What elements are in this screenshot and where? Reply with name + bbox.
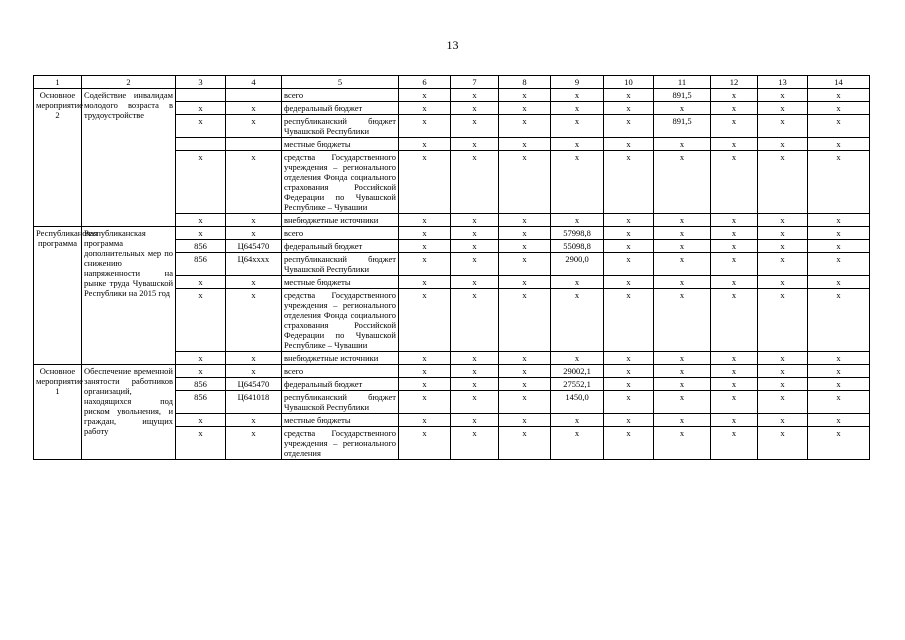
value-col-7: x xyxy=(451,378,499,391)
value-col-14: x xyxy=(808,89,870,102)
value-col-13: x xyxy=(758,253,808,276)
budget-code: x xyxy=(226,352,282,365)
value-col-10: x xyxy=(604,115,654,138)
budget-code: x xyxy=(226,365,282,378)
budget-table xyxy=(33,75,870,460)
value-col-9: 2900,0 xyxy=(551,253,604,276)
value-col-9: 27552,1 xyxy=(551,378,604,391)
table-row xyxy=(34,365,870,378)
funding-source: средства Государственного учреждения – регионального отделения Фонда социального страхования Российской Федерации по Чувашской Республике – Чувашии xyxy=(282,151,399,214)
table-row xyxy=(34,89,870,102)
value-col-8: x xyxy=(499,352,551,365)
value-col-11: 891,5 xyxy=(654,89,711,102)
column-number-4: 4 xyxy=(226,76,282,89)
value-col-12: x xyxy=(711,352,758,365)
value-col-10: x xyxy=(604,289,654,352)
value-col-14: x xyxy=(808,378,870,391)
value-col-12: x xyxy=(711,253,758,276)
value-col-12: x xyxy=(711,378,758,391)
funding-source: всего xyxy=(282,365,399,378)
measure-label: Основное мероприятие 1 xyxy=(34,365,82,460)
budget-code: x xyxy=(226,227,282,240)
value-col-8: x xyxy=(499,151,551,214)
value-col-11: x xyxy=(654,240,711,253)
value-col-8: x xyxy=(499,227,551,240)
value-col-7: x xyxy=(451,391,499,414)
value-col-14: x xyxy=(808,276,870,289)
budget-code xyxy=(226,89,282,102)
value-col-10: x xyxy=(604,391,654,414)
grbs-code: 856 xyxy=(176,391,226,414)
value-col-14: x xyxy=(808,138,870,151)
value-col-10: x xyxy=(604,138,654,151)
value-col-14: x xyxy=(808,391,870,414)
value-col-6: x xyxy=(399,227,451,240)
value-col-9: 1450,0 xyxy=(551,391,604,414)
funding-source: республиканский бюджет Чувашской Республики xyxy=(282,391,399,414)
value-col-13: x xyxy=(758,227,808,240)
value-col-11: x xyxy=(654,352,711,365)
funding-source: местные бюджеты xyxy=(282,138,399,151)
value-col-11: x xyxy=(654,414,711,427)
page-number: 13 xyxy=(446,38,459,52)
value-col-11: x xyxy=(654,102,711,115)
measure-label: Республиканская программа xyxy=(34,227,82,365)
value-col-11: x xyxy=(654,227,711,240)
budget-code: x xyxy=(226,427,282,460)
value-col-9: 57998,8 xyxy=(551,227,604,240)
value-col-12: x xyxy=(711,391,758,414)
value-col-8: x xyxy=(499,391,551,414)
value-col-14: x xyxy=(808,151,870,214)
value-col-14: x xyxy=(808,214,870,227)
funding-source: федеральный бюджет xyxy=(282,378,399,391)
value-col-6: x xyxy=(399,391,451,414)
value-col-12: x xyxy=(711,427,758,460)
funding-source: средства Государственного учреждения – регионального отделения xyxy=(282,427,399,460)
value-col-7: x xyxy=(451,214,499,227)
table-body xyxy=(34,76,870,460)
value-col-14: x xyxy=(808,289,870,352)
budget-code: Ц64хххх xyxy=(226,253,282,276)
value-col-10: x xyxy=(604,151,654,214)
value-col-7: x xyxy=(451,365,499,378)
value-col-11: x xyxy=(654,138,711,151)
grbs-code: x xyxy=(176,151,226,214)
value-col-6: x xyxy=(399,427,451,460)
grbs-code: x xyxy=(176,289,226,352)
column-number-14: 14 xyxy=(808,76,870,89)
value-col-12: x xyxy=(711,214,758,227)
value-col-9: x xyxy=(551,276,604,289)
value-col-7: x xyxy=(451,138,499,151)
value-col-10: x xyxy=(604,102,654,115)
value-col-12: x xyxy=(711,240,758,253)
budget-code: x xyxy=(226,151,282,214)
value-col-9: x xyxy=(551,102,604,115)
value-col-14: x xyxy=(808,365,870,378)
value-col-6: x xyxy=(399,102,451,115)
value-col-10: x xyxy=(604,240,654,253)
value-col-8: x xyxy=(499,414,551,427)
budget-code: Ц645470 xyxy=(226,378,282,391)
value-col-12: x xyxy=(711,151,758,214)
value-col-14: x xyxy=(808,115,870,138)
value-col-13: x xyxy=(758,276,808,289)
value-col-7: x xyxy=(451,253,499,276)
value-col-7: x xyxy=(451,352,499,365)
value-col-6: x xyxy=(399,414,451,427)
value-col-8: x xyxy=(499,378,551,391)
value-col-14: x xyxy=(808,253,870,276)
value-col-13: x xyxy=(758,289,808,352)
value-col-10: x xyxy=(604,352,654,365)
value-col-13: x xyxy=(758,102,808,115)
value-col-12: x xyxy=(711,414,758,427)
value-col-6: x xyxy=(399,214,451,227)
value-col-7: x xyxy=(451,427,499,460)
value-col-8: x xyxy=(499,240,551,253)
value-col-11: x xyxy=(654,214,711,227)
value-col-13: x xyxy=(758,214,808,227)
value-col-11: x xyxy=(654,253,711,276)
value-col-12: x xyxy=(711,289,758,352)
column-number-row xyxy=(34,76,870,89)
value-col-8: x xyxy=(499,115,551,138)
value-col-9: x xyxy=(551,115,604,138)
grbs-code: x xyxy=(176,214,226,227)
funding-source: федеральный бюджет xyxy=(282,240,399,253)
value-col-13: x xyxy=(758,391,808,414)
column-number-6: 6 xyxy=(399,76,451,89)
value-col-12: x xyxy=(711,102,758,115)
value-col-8: x xyxy=(499,289,551,352)
value-col-14: x xyxy=(808,414,870,427)
value-col-13: x xyxy=(758,115,808,138)
value-col-9: x xyxy=(551,151,604,214)
measure-label: Основное мероприятие 2 xyxy=(34,89,82,227)
value-col-14: x xyxy=(808,427,870,460)
value-col-6: x xyxy=(399,289,451,352)
value-col-6: x xyxy=(399,240,451,253)
value-col-7: x xyxy=(451,289,499,352)
value-col-13: x xyxy=(758,378,808,391)
value-col-12: x xyxy=(711,227,758,240)
value-col-7: x xyxy=(451,102,499,115)
value-col-9: 29002,1 xyxy=(551,365,604,378)
value-col-12: x xyxy=(711,138,758,151)
value-col-8: x xyxy=(499,365,551,378)
value-col-14: x xyxy=(808,352,870,365)
grbs-code: 856 xyxy=(176,253,226,276)
value-col-13: x xyxy=(758,365,808,378)
budget-code: Ц645470 xyxy=(226,240,282,253)
column-number-2: 2 xyxy=(82,76,176,89)
value-col-6: x xyxy=(399,253,451,276)
measure-description: Республиканская программа дополнительных мер по снижению напряженности на рынке труда Чувашской Республики на 2015 год xyxy=(82,227,176,365)
measure-description: Обеспечение временной занятости работников организаций, находящихся под риском увольнения, и граждан, ищущих работу xyxy=(82,365,176,460)
value-col-11: x xyxy=(654,151,711,214)
column-number-10: 10 xyxy=(604,76,654,89)
value-col-13: x xyxy=(758,138,808,151)
grbs-code xyxy=(176,89,226,102)
grbs-code: 856 xyxy=(176,378,226,391)
value-col-8: x xyxy=(499,427,551,460)
funding-source: внебюджетные источники xyxy=(282,352,399,365)
column-number-9: 9 xyxy=(551,76,604,89)
column-number-11: 11 xyxy=(654,76,711,89)
value-col-7: x xyxy=(451,276,499,289)
value-col-13: x xyxy=(758,151,808,214)
value-col-9: x xyxy=(551,414,604,427)
funding-source: средства Государственного учреждения – регионального отделения Фонда социального страхования Российской Федерации по Чувашской Республике – Чувашии xyxy=(282,289,399,352)
value-col-8: x xyxy=(499,89,551,102)
value-col-14: x xyxy=(808,227,870,240)
value-col-14: x xyxy=(808,240,870,253)
budget-code: x xyxy=(226,214,282,227)
value-col-10: x xyxy=(604,378,654,391)
value-col-11: x xyxy=(654,365,711,378)
funding-source: местные бюджеты xyxy=(282,276,399,289)
funding-source: всего xyxy=(282,89,399,102)
funding-source: внебюджетные источники xyxy=(282,214,399,227)
column-number-1: 1 xyxy=(34,76,82,89)
value-col-9: x xyxy=(551,352,604,365)
value-col-10: x xyxy=(604,214,654,227)
value-col-10: x xyxy=(604,414,654,427)
value-col-6: x xyxy=(399,378,451,391)
funding-source: республиканский бюджет Чувашской Республики xyxy=(282,253,399,276)
value-col-6: x xyxy=(399,151,451,214)
value-col-13: x xyxy=(758,352,808,365)
value-col-9: x xyxy=(551,214,604,227)
value-col-6: x xyxy=(399,352,451,365)
value-col-14: x xyxy=(808,102,870,115)
budget-code: Ц641018 xyxy=(226,391,282,414)
column-number-12: 12 xyxy=(711,76,758,89)
grbs-code: x xyxy=(176,352,226,365)
value-col-12: x xyxy=(711,276,758,289)
column-number-5: 5 xyxy=(282,76,399,89)
value-col-10: x xyxy=(604,427,654,460)
value-col-10: x xyxy=(604,365,654,378)
value-col-11: x xyxy=(654,427,711,460)
value-col-11: 891,5 xyxy=(654,115,711,138)
value-col-8: x xyxy=(499,276,551,289)
grbs-code xyxy=(176,138,226,151)
value-col-11: x xyxy=(654,289,711,352)
value-col-8: x xyxy=(499,102,551,115)
value-col-13: x xyxy=(758,427,808,460)
value-col-9: x xyxy=(551,89,604,102)
value-col-7: x xyxy=(451,151,499,214)
value-col-9: 55098,8 xyxy=(551,240,604,253)
grbs-code: x xyxy=(176,227,226,240)
value-col-6: x xyxy=(399,115,451,138)
value-col-11: x xyxy=(654,276,711,289)
value-col-13: x xyxy=(758,414,808,427)
value-col-7: x xyxy=(451,240,499,253)
grbs-code: 856 xyxy=(176,240,226,253)
value-col-6: x xyxy=(399,89,451,102)
column-number-8: 8 xyxy=(499,76,551,89)
value-col-9: x xyxy=(551,289,604,352)
value-col-11: x xyxy=(654,378,711,391)
grbs-code: x xyxy=(176,115,226,138)
value-col-11: x xyxy=(654,391,711,414)
funding-source: местные бюджеты xyxy=(282,414,399,427)
funding-source: всего xyxy=(282,227,399,240)
grbs-code: x xyxy=(176,427,226,460)
value-col-6: x xyxy=(399,365,451,378)
budget-code: x xyxy=(226,276,282,289)
value-col-9: x xyxy=(551,427,604,460)
value-col-8: x xyxy=(499,253,551,276)
value-col-6: x xyxy=(399,138,451,151)
budget-code: x xyxy=(226,414,282,427)
value-col-10: x xyxy=(604,253,654,276)
funding-source: федеральный бюджет xyxy=(282,102,399,115)
budget-code: x xyxy=(226,102,282,115)
grbs-code: x xyxy=(176,414,226,427)
value-col-7: x xyxy=(451,89,499,102)
value-col-7: x xyxy=(451,414,499,427)
column-number-3: 3 xyxy=(176,76,226,89)
column-number-13: 13 xyxy=(758,76,808,89)
value-col-13: x xyxy=(758,89,808,102)
measure-description: Содействие инвалидам молодого возраста в трудоустройстве xyxy=(82,89,176,227)
value-col-10: x xyxy=(604,227,654,240)
value-col-10: x xyxy=(604,89,654,102)
column-number-7: 7 xyxy=(451,76,499,89)
value-col-10: x xyxy=(604,276,654,289)
value-col-7: x xyxy=(451,227,499,240)
budget-code: x xyxy=(226,115,282,138)
value-col-9: x xyxy=(551,138,604,151)
value-col-12: x xyxy=(711,89,758,102)
grbs-code: x xyxy=(176,276,226,289)
grbs-code: x xyxy=(176,365,226,378)
grbs-code: x xyxy=(176,102,226,115)
budget-code: x xyxy=(226,289,282,352)
value-col-12: x xyxy=(711,115,758,138)
value-col-8: x xyxy=(499,138,551,151)
value-col-12: x xyxy=(711,365,758,378)
funding-source: республиканский бюджет Чувашской Республики xyxy=(282,115,399,138)
value-col-8: x xyxy=(499,214,551,227)
budget-code xyxy=(226,138,282,151)
value-col-7: x xyxy=(451,115,499,138)
value-col-6: x xyxy=(399,276,451,289)
value-col-13: x xyxy=(758,240,808,253)
table-row xyxy=(34,227,870,240)
